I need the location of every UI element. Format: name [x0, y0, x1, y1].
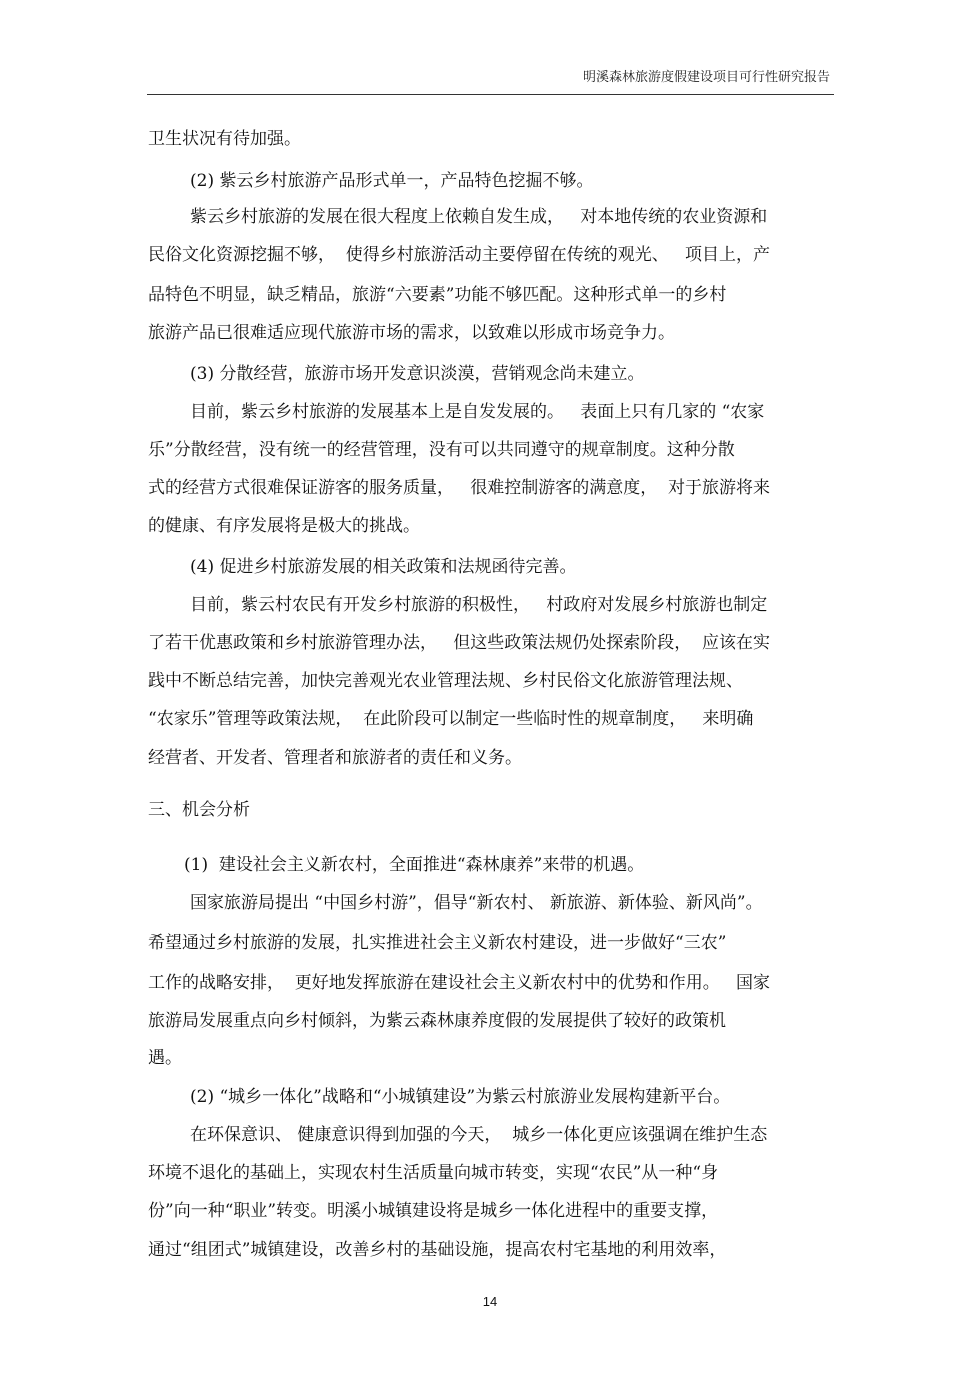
body-line: 工作的战略安排， 更好地发挥旅游在建设社会主义新农村中的优势和作用。 国家 — [148, 973, 771, 993]
body-line: 紫云乡村旅游的发展在很大程度上依赖自发生成， 对本地传统的农业资源和 — [190, 207, 768, 227]
subheading: (3) 分散经营，旅游市场开发意识淡漠，营销观念尚未建立。 — [190, 364, 645, 384]
section-heading: 三、机会分析 — [148, 800, 250, 820]
body-line: “农家乐”管理等政策法规， 在此阶段可以制定一些临时性的规章制度， 来明确 — [148, 709, 754, 729]
body-line: 环境不退化的基础上，实现农村生活质量向城市转变，实现“农民”从一种“身 — [148, 1163, 719, 1183]
header-divider — [147, 94, 834, 95]
body-line: 份”向一种“职业”转变。明溪小城镇建设将是城乡一体化进程中的重要支撑， — [148, 1201, 719, 1221]
body-line: 希望通过乡村旅游的发展，扎实推进社会主义新农村建设，进一步做好“三农” — [148, 933, 727, 953]
subheading: (2) “城乡一体化”战略和“小城镇建设”为紫云村旅游业发展构建新平台。 — [190, 1087, 731, 1107]
body-line: 通过“组团式”城镇建设，改善乡村的基础设施，提高农村宅基地的利用效率， — [148, 1240, 727, 1260]
subheading: (2) 紫云乡村旅游产品形式单一，产品特色挖掘不够。 — [190, 171, 594, 191]
body-line: 品特色不明显，缺乏精品，旅游“六要素”功能不够匹配。这种形式单一的乡村 — [148, 285, 727, 305]
body-line: 践中不断总结完善，加快完善观光农业管理法规、乡村民俗文化旅游管理法规、 — [148, 671, 743, 691]
body-line: 旅游产品已很难适应现代旅游市场的需求，以致难以形成市场竞争力。 — [148, 323, 675, 343]
body-line: 旅游局发展重点向乡村倾斜，为紫云森林康养度假的发展提供了较好的政策机 — [148, 1011, 726, 1031]
body-line: 国家旅游局提出 “中国乡村游”，倡导“新农村、 新旅游、新体验、新风尚”。 — [190, 893, 763, 913]
body-line: 经营者、开发者、管理者和旅游者的责任和义务。 — [148, 748, 522, 768]
body-line: 遇。 — [148, 1048, 182, 1068]
body-line: 乐”分散经营，没有统一的经营管理，没有可以共同遵守的规章制度。这种分散 — [148, 440, 735, 460]
body-line: 民俗文化资源挖掘不够， 使得乡村旅游活动主要停留在传统的观光、 项目上，产 — [148, 245, 771, 265]
body-line: 目前，紫云村农民有开发乡村旅游的积极性， 村政府对发展乡村旅游也制定 — [190, 595, 768, 615]
body-line: 目前，紫云乡村旅游的发展基本上是自发发展的。 表面上只有几家的 “农家 — [190, 402, 765, 422]
body-line: 在环保意识、 健康意识得到加强的今天， 城乡一体化更应该强调在维护生态 — [190, 1125, 768, 1145]
body-line: 了若干优惠政策和乡村旅游管理办法， 但这些政策法规仍处探索阶段， 应该在实 — [148, 633, 771, 653]
body-line: 的健康、有序发展将是极大的挑战。 — [148, 516, 420, 536]
running-header: 明溪森林旅游度假建设项目可行性研究报告 — [582, 70, 830, 85]
subheading: (1) 建设社会主义新农村，全面推进“森林康养”来带的机遇。 — [184, 855, 645, 875]
subheading: (4) 促进乡村旅游发展的相关政策和法规函待完善。 — [190, 557, 577, 577]
page-number: 14 — [482, 1294, 498, 1309]
body-line: 式的经营方式很难保证游客的服务质量， 很难控制游客的满意度， 对于旅游将来 — [148, 478, 771, 498]
body-line: 卫生状况有待加强。 — [148, 129, 301, 149]
